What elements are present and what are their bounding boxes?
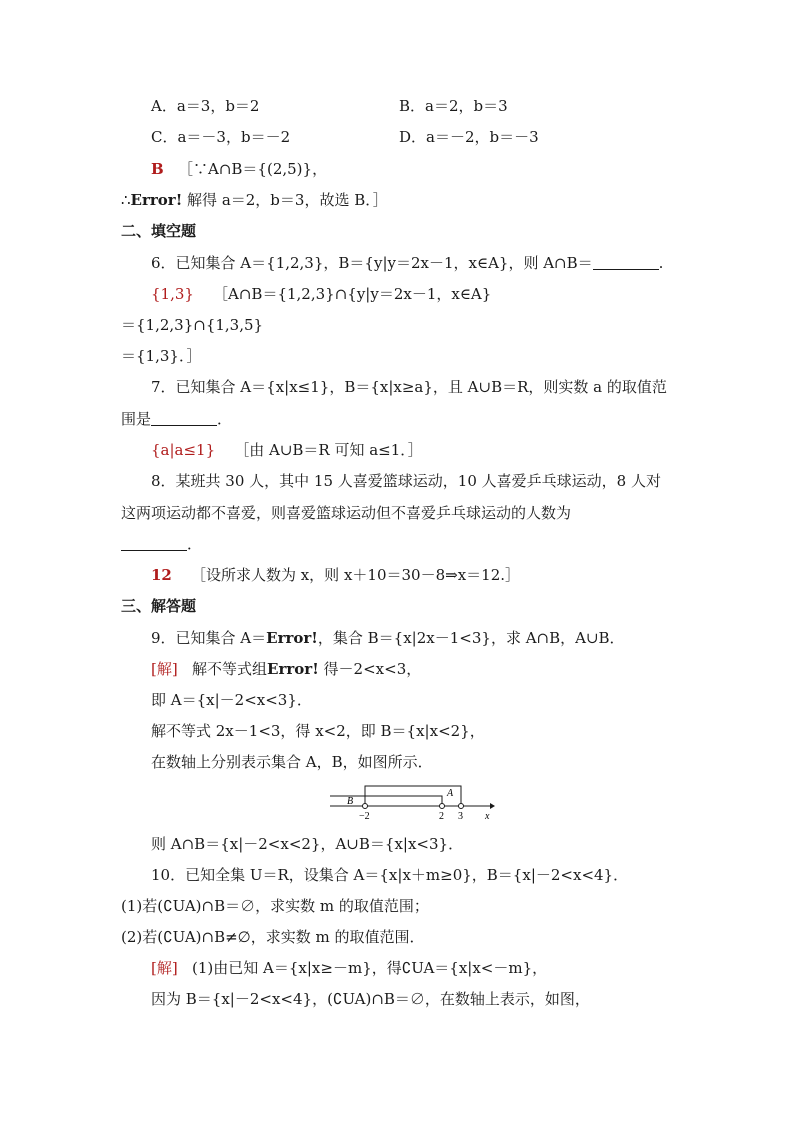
q10-part-1: (1)若(∁UA)∩B＝∅，求实数 m 的取值范围； xyxy=(121,897,429,915)
error-text: Error! xyxy=(130,191,183,209)
q8-question-line2: 这两项运动都不喜爱，则喜爱篮球运动但不喜爱乒乓球运动的人数为 xyxy=(121,504,572,522)
tick-3: 3 xyxy=(458,811,463,822)
q9-solution-4: 在数轴上分别表示集合 A，B，如图所示． xyxy=(151,753,433,771)
q10-solution-2: 因为 B＝{x|－2<x<4}，(∁UA)∩B＝∅，在数轴上表示，如图， xyxy=(151,990,590,1008)
option-b: B．a＝2，b＝3 xyxy=(399,97,508,115)
q8-question-line1: 8．某班共 30 人，其中 15 人喜爱篮球运动，10 人喜爱乒乓球运动，8 人对 xyxy=(151,472,661,490)
open-point-minus-2 xyxy=(363,804,368,809)
solution-tag: [解] xyxy=(151,660,178,678)
option-a: A．a＝3，b＝2 xyxy=(151,97,260,115)
q8-answer-value: 12 xyxy=(151,566,172,584)
q7-prefix: 围是 xyxy=(121,410,152,428)
q9-solution-3: 解不等式 2x－1<3，得 x<2，即 B＝{x|x<2}， xyxy=(151,722,485,740)
q7-solution: ［由 A∪B＝R 可知 a≤1．］ xyxy=(234,441,423,459)
error-text: Error! xyxy=(267,660,319,678)
q5-solution xyxy=(121,190,388,210)
axis-arrow-icon xyxy=(490,803,495,809)
q8-question-line3 xyxy=(121,534,202,554)
q10-solution-1 xyxy=(151,958,547,978)
q7-question-line2 xyxy=(121,409,232,429)
q10-question: 10．已知全集 U＝R，设集合 A＝{x|x＋m≥0}，B＝{x|－2<x<4}． xyxy=(151,866,629,884)
q9-question xyxy=(151,628,625,648)
option-d: D．a＝－2，b＝－3 xyxy=(399,128,539,146)
label-b: B xyxy=(347,796,354,807)
answer-blank xyxy=(121,536,187,551)
q9-rest: ，集合 B＝{x|2x－1<3}，求 A∩B，A∪B． xyxy=(317,629,625,647)
q6-text: 6．已知集合 A＝{1,2,3}，B＝{y|y＝2x－1，x∈A}，则 A∩B＝ xyxy=(151,254,593,272)
section-heading-problems: 三、解答题 xyxy=(121,597,197,615)
label-a: A xyxy=(447,788,454,799)
q5-solution-rest: 解得 a＝2，b＝3，故选 B．］ xyxy=(182,191,388,209)
q9-solution-5: 则 A∩B＝{x|－2<x<2}，A∪B＝{x|x<3}． xyxy=(151,835,464,853)
q6-solution-1: ［A∩B＝{1,2,3}∩{y|y＝2x－1，x∈A} xyxy=(213,285,492,303)
q7-end: ． xyxy=(217,410,233,428)
q7-answer xyxy=(151,440,423,460)
q8-answer xyxy=(151,565,520,585)
q9-s1-prefix: 解不等式组 xyxy=(192,660,268,678)
answer-blank xyxy=(151,411,217,426)
q5-answer-text: ［∵A∩B＝{(2,5)}， xyxy=(178,160,328,178)
q7-answer-value: {a|a≤1} xyxy=(151,441,216,459)
q6-question xyxy=(151,253,663,273)
q10-s1: (1)由已知 A＝{x|x≥－m}，得∁UA＝{x|x<－m}， xyxy=(192,959,548,977)
error-text: Error! xyxy=(266,629,318,647)
tick-minus-2: −2 xyxy=(359,811,370,822)
number-line-figure xyxy=(325,780,500,824)
open-point-3 xyxy=(459,804,464,809)
q5-answer xyxy=(151,159,327,179)
q6-end: . xyxy=(658,254,664,272)
q9-solution-1 xyxy=(151,659,421,679)
q9-solution-2: 即 A＝{x|－2<x<3}． xyxy=(151,691,312,709)
therefore-symbol: ∴ xyxy=(121,191,131,209)
option-c: C．a＝－3，b＝－2 xyxy=(151,128,291,146)
q8-solution: ［设所求人数为 x，则 x＋10＝30－8⇒x＝12.］ xyxy=(190,566,521,584)
q5-answer-letter: B xyxy=(151,160,164,178)
q6-solution-2: ＝{1,2,3}∩{1,3,5} xyxy=(121,316,264,334)
q10-part-2: (2)若(∁UA)∩B≠∅，求实数 m 的取值范围． xyxy=(121,928,425,946)
section-heading-fill-in: 二、填空题 xyxy=(121,222,197,240)
solution-tag: [解] xyxy=(151,959,178,977)
q6-solution-3: ＝{1,3}．］ xyxy=(121,347,202,365)
answer-blank xyxy=(593,255,659,270)
q7-question-line1: 7．已知集合 A＝{x|x≤1}，B＝{x|x≥a}，且 A∪B＝R，则实数 a 的取值范 xyxy=(151,378,667,396)
q6-answer xyxy=(151,284,491,304)
open-point-2 xyxy=(440,804,445,809)
tick-2: 2 xyxy=(439,811,444,822)
q8-end: ． xyxy=(187,535,203,553)
q9-prefix: 9．已知集合 A＝ xyxy=(151,629,267,647)
q6-answer-value: {1,3} xyxy=(151,285,194,303)
axis-label-x: x xyxy=(485,811,490,822)
q9-s1-rest: 得－2<x<3， xyxy=(318,660,422,678)
